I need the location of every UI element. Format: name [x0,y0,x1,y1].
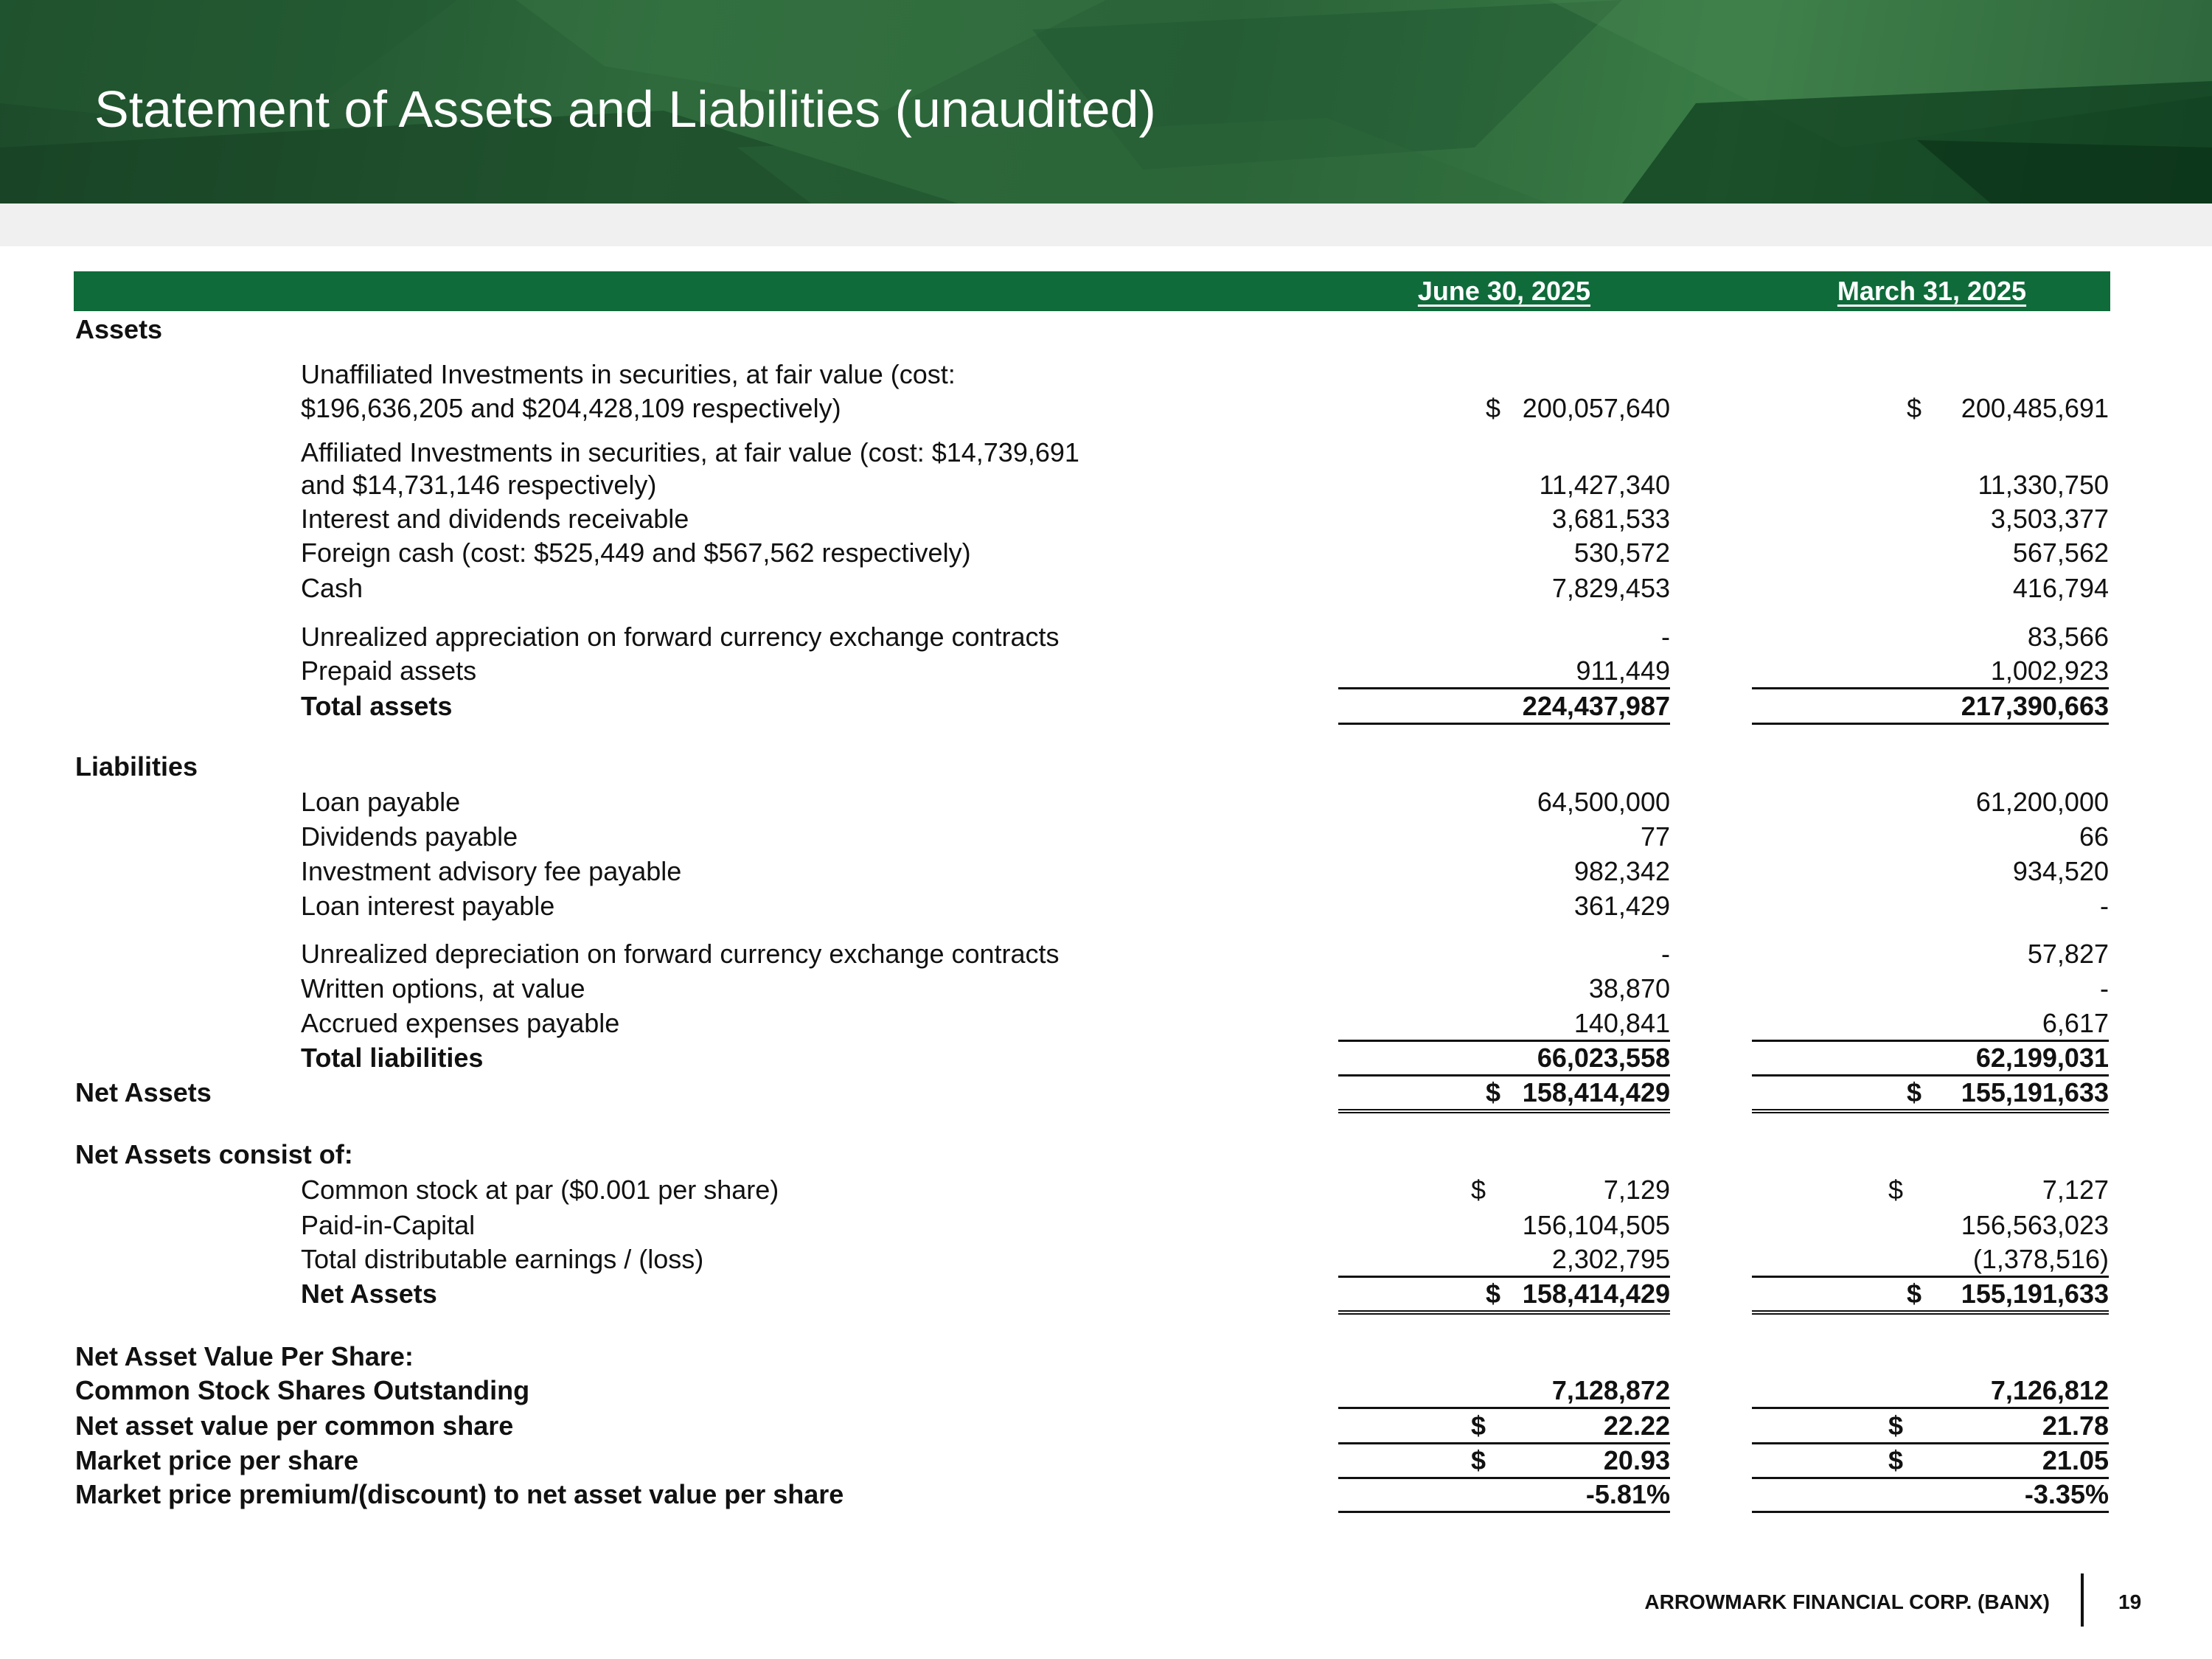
value-march: - [2100,891,2109,921]
value-march: 934,520 [2012,856,2109,886]
value-march: $ 7,127 [1888,1175,2109,1205]
table-row [0,973,2212,1005]
value-march: 156,563,023 [1961,1210,2109,1240]
value-june: 530,572 [1573,538,1670,568]
value-june: -5.81% [1338,1478,1670,1513]
value-june: 911,449 [1338,655,1670,689]
value-june: 38,870 [1588,973,1670,1004]
row-label: Total liabilities [301,1043,484,1073]
row-label: Common stock at par ($0.001 per share) [301,1175,779,1205]
section-net-assets-consist [0,1138,2212,1171]
page-number: 19 [2118,1590,2142,1613]
table-row-total [0,1042,2212,1074]
table-row-total [0,690,2212,723]
table-row [0,1478,2212,1511]
table-row [0,1007,2212,1040]
table-row [0,1444,2212,1477]
value-june: - [1661,939,1670,969]
table-row [0,1209,2212,1242]
value-march: $ 21.78 [1752,1410,2109,1444]
table-row [0,890,2212,922]
row-label: Total distributable earnings / (loss) [301,1244,704,1274]
row-label: Unrealized depreciation on forward currency exchange contracts [301,939,1060,969]
column-header-june: June 30, 2025 [1417,276,1591,306]
table-row [0,1174,2212,1206]
row-label: Net Assets [75,1077,212,1107]
banner-separator [0,204,2212,246]
table-row [0,572,2212,605]
value-june: 156,104,505 [1522,1210,1670,1240]
footer-company: ARROWMARK FINANCIAL CORP. (BANX) [1644,1590,2050,1613]
page-title: Statement of Assets and Liabilities (unaudited) [94,80,1156,138]
value-june: 140,841 [1338,1007,1670,1042]
table-row [0,855,2212,888]
value-june: 7,128,872 [1338,1374,1670,1409]
section-label: Assets [75,314,163,344]
value-march: $ 200,485,691 [1907,393,2109,423]
value-june: 66,023,558 [1338,1042,1670,1077]
footer-divider [2081,1573,2084,1627]
table-row [0,437,2212,469]
row-label: Interest and dividends receivable [301,504,689,534]
row-label: Paid-in-Capital [301,1210,476,1240]
value-june: $ 158,414,429 [1338,1077,1670,1113]
value-june: 11,427,340 [1539,470,1670,500]
column-header-bar [74,271,2110,311]
value-march: $ 21.05 [1752,1444,2109,1479]
value-march: 416,794 [2012,573,2109,603]
row-label: Unaffiliated Investments in securities, at fair value (cost: [301,359,956,389]
row-label: Net Assets [301,1279,437,1309]
row-label: Net asset value per common share [75,1411,514,1441]
table-row [0,469,2212,501]
value-march: - [2100,973,2109,1004]
value-march: -3.35% [1752,1478,2109,1513]
table-row-net-assets [0,1278,2212,1310]
row-label: Unrealized appreciation on forward currency exchange contracts [301,622,1060,652]
table-row [0,537,2212,569]
row-label: Total assets [301,691,453,721]
table-row [0,503,2212,535]
value-march: 83,566 [2027,622,2109,652]
value-june: 3,681,533 [1551,504,1670,534]
value-june: $ 20.93 [1338,1444,1670,1479]
row-label: and $14,731,146 respectively) [301,470,657,500]
section-label: Net Asset Value Per Share: [75,1341,414,1371]
table-row [0,1243,2212,1276]
value-june: 982,342 [1573,856,1670,886]
value-june: 64,500,000 [1537,787,1670,817]
section-nav-per-share [0,1340,2212,1373]
value-march: 7,126,812 [1752,1374,2109,1409]
value-march: $ 155,191,633 [1752,1278,2109,1315]
value-june: $ 7,129 [1471,1175,1670,1205]
value-march: $ 155,191,633 [1752,1077,2109,1113]
table-row [0,358,2212,391]
table-row [0,821,2212,853]
value-june: 224,437,987 [1338,690,1670,725]
row-label: Investment advisory fee payable [301,856,682,886]
row-label: Foreign cash (cost: $525,449 and $567,562 respectively) [301,538,971,568]
row-label: Written options, at value [301,973,585,1004]
value-march: 1,002,923 [1752,655,2109,689]
value-june: 361,429 [1573,891,1670,921]
section-label: Liabilities [75,751,198,782]
row-label: Loan interest payable [301,891,555,921]
value-june: $ 22.22 [1338,1410,1670,1444]
table-row [0,1410,2212,1442]
table-row-net-assets [0,1077,2212,1109]
row-label: Loan payable [301,787,461,817]
value-march: (1,378,516) [1752,1243,2109,1278]
value-june: 77 [1640,821,1670,852]
value-june: 2,302,795 [1338,1243,1670,1278]
value-march: 11,330,750 [1978,470,2109,500]
row-label: Prepaid assets [301,655,477,686]
value-march: 57,827 [2027,939,2109,969]
value-march: 3,503,377 [1990,504,2109,534]
value-june: 7,829,453 [1551,573,1670,603]
value-june: $ 158,414,429 [1338,1278,1670,1315]
section-label: Net Assets consist of: [75,1139,353,1169]
table-row [0,621,2212,653]
value-march: 6,617 [1752,1007,2109,1042]
value-june: - [1661,622,1670,652]
section-liabilities [0,751,2212,783]
row-label: Cash [301,573,364,603]
value-march: 62,199,031 [1752,1042,2109,1077]
column-header-march: March 31, 2025 [1837,276,2027,306]
value-march: 66 [2079,821,2109,852]
value-march: 567,562 [2012,538,2109,568]
row-label: Market price per share [75,1445,359,1475]
row-label: Affiliated Investments in securities, at fair value (cost: $14,739,691 [301,437,1079,467]
table-row [0,392,2212,425]
table-row [0,1374,2212,1407]
section-assets [0,313,2212,346]
value-june: $ 200,057,640 [1486,393,1670,423]
row-label: Dividends payable [301,821,518,852]
row-label: $196,636,205 and $204,428,109 respectively) [301,393,841,423]
value-march: 217,390,663 [1752,690,2109,725]
title-banner [0,0,2212,204]
row-label: Market price premium/(discount) to net asset value per share [75,1479,844,1509]
table-row [0,786,2212,818]
row-label: Accrued expenses payable [301,1008,620,1038]
table-row [0,938,2212,970]
row-label: Common Stock Shares Outstanding [75,1375,530,1405]
table-row [0,655,2212,687]
value-march: 61,200,000 [1975,787,2109,817]
